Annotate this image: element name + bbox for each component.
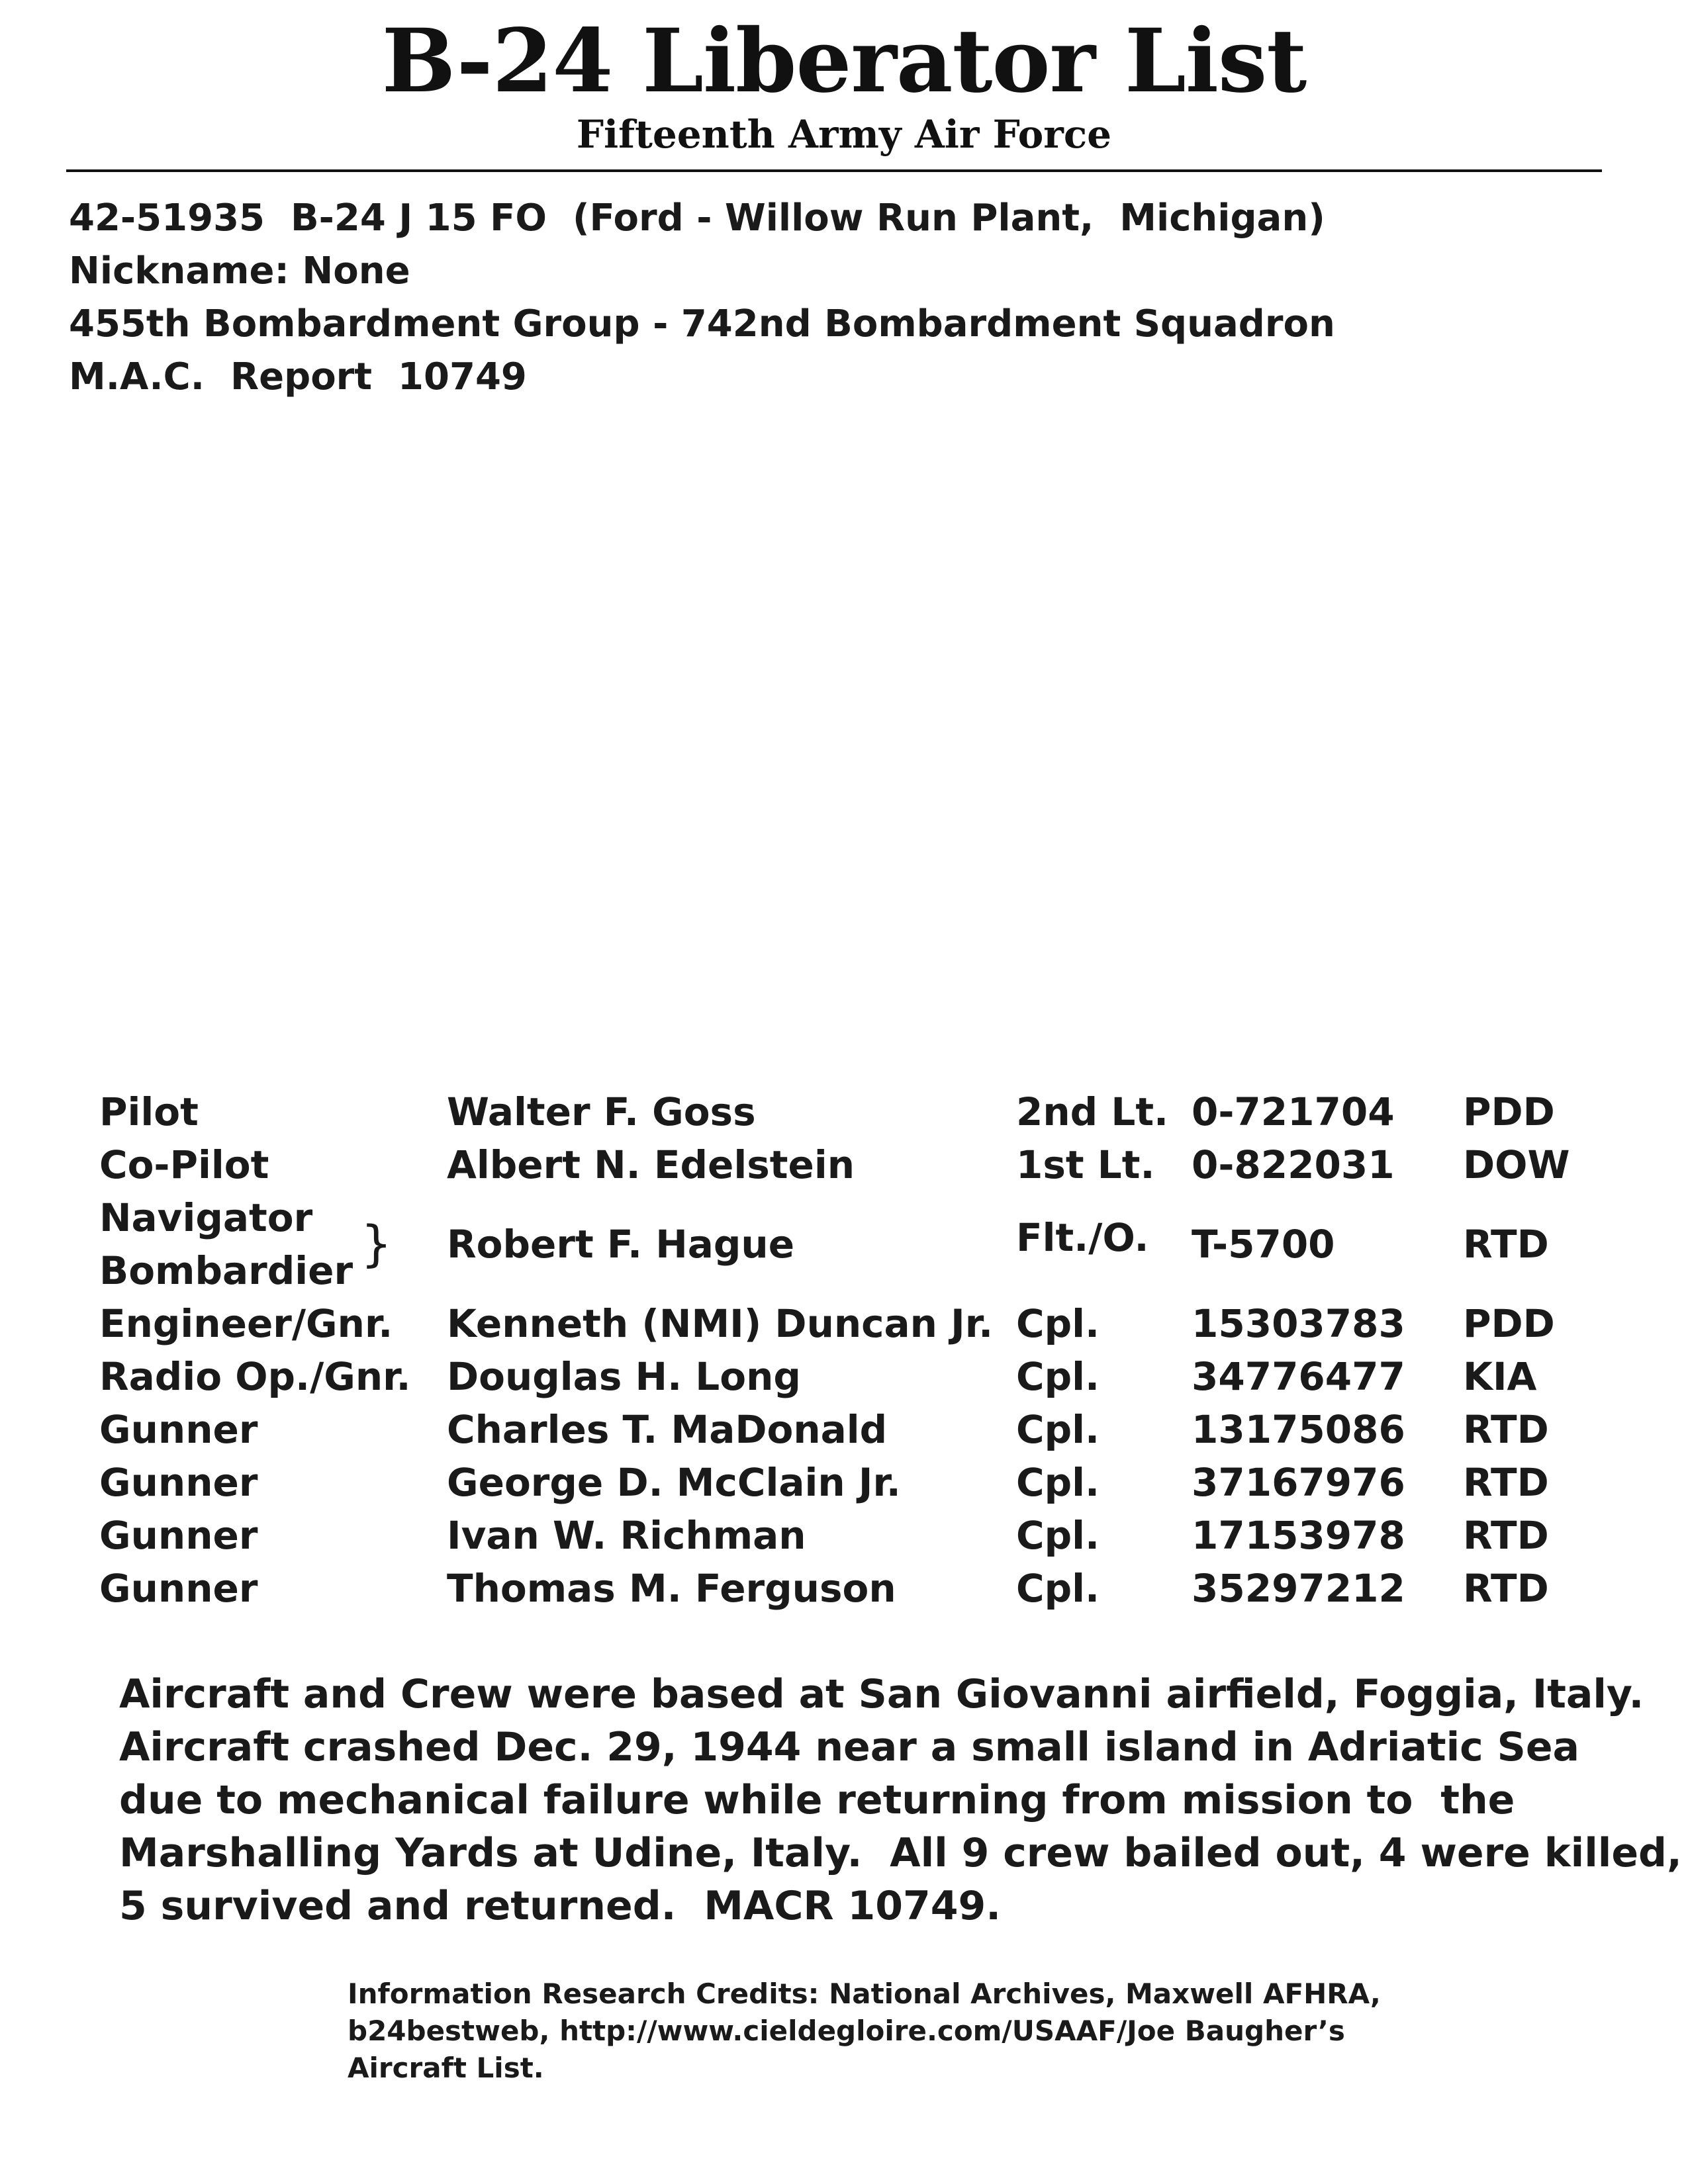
crew-rank: 2nd Lt. [1016, 1089, 1169, 1134]
crew-row [99, 1191, 1589, 1297]
crew-name: Robert F. Hague [447, 1222, 795, 1267]
crew-name: Thomas M. Ferguson [447, 1566, 896, 1611]
crew-role-secondary: Bombardier [99, 1248, 353, 1293]
aircraft-nickname-line: Nickname: None [69, 250, 410, 293]
credits-line: b24bestweb, http://www.cieldegloire.com/USAAF/Joe Baugher’s [348, 2015, 1345, 2047]
crew-row [99, 1562, 1589, 1615]
crew-role: Gunner [99, 1460, 258, 1505]
crew-rank: Cpl. [1016, 1460, 1100, 1505]
crew-serial: 15303783 [1192, 1301, 1405, 1346]
crew-name: Kenneth (NMI) Duncan Jr. [447, 1301, 994, 1346]
brace-icon: } [361, 1216, 393, 1273]
crew-row [99, 1403, 1589, 1456]
crew-role: Engineer/Gnr. [99, 1301, 393, 1346]
narrative-line: Aircraft crashed Dec. 29, 1944 near a small island in Adriatic Sea [119, 1724, 1579, 1770]
crew-status: KIA [1463, 1354, 1537, 1399]
crew-row [99, 1085, 1589, 1138]
crew-name: Charles T. MaDonald [447, 1407, 888, 1452]
crew-serial: 37167976 [1192, 1460, 1405, 1505]
crew-role: Gunner [99, 1407, 258, 1452]
narrative-line: Aircraft and Crew were based at San Giovanni airfield, Foggia, Italy. [119, 1671, 1644, 1717]
crew-serial: 0-822031 [1192, 1142, 1395, 1187]
aircraft-unit-line: 455th Bombardment Group - 742nd Bombardment Squadron [69, 302, 1335, 345]
crew-serial: 35297212 [1192, 1566, 1405, 1611]
crew-rank: 1st Lt. [1016, 1142, 1155, 1187]
crew-row [99, 1509, 1589, 1562]
narrative-paragraph [119, 1668, 1682, 1933]
crew-serial: 34776477 [1192, 1354, 1405, 1399]
credits-line: Aircraft List. [348, 2052, 544, 2084]
crew-row [99, 1297, 1589, 1350]
narrative-line: 5 survived and returned. MACR 10749. [119, 1883, 1002, 1929]
crew-serial: 13175086 [1192, 1407, 1405, 1452]
aircraft-report-line: M.A.C. Report 10749 [69, 355, 527, 398]
crew-status: PDD [1463, 1301, 1555, 1346]
header-divider [66, 169, 1602, 172]
crew-row [99, 1456, 1589, 1509]
crew-role: Gunner [99, 1566, 258, 1611]
crew-status: PDD [1463, 1089, 1555, 1134]
crew-role: Navigator [99, 1195, 313, 1240]
crew-list [99, 1085, 1589, 1615]
crew-status: RTD [1463, 1513, 1549, 1558]
crew-rank: Cpl. [1016, 1354, 1100, 1399]
crew-rank: Cpl. [1016, 1566, 1100, 1611]
crew-name: Walter F. Goss [447, 1089, 756, 1134]
crew-role: Pilot [99, 1089, 199, 1134]
crew-row [99, 1350, 1589, 1403]
crew-serial: T-5700 [1192, 1222, 1335, 1267]
crew-role: Radio Op./Gnr. [99, 1354, 411, 1399]
crew-name: Albert N. Edelstein [447, 1142, 855, 1187]
crew-status: RTD [1463, 1460, 1549, 1505]
crew-status: DOW [1463, 1142, 1570, 1187]
crew-serial: 17153978 [1192, 1513, 1405, 1558]
crew-name: Douglas H. Long [447, 1354, 801, 1399]
crew-rank: Cpl. [1016, 1301, 1100, 1346]
crew-rank: Cpl. [1016, 1513, 1100, 1558]
crew-status: RTD [1463, 1407, 1549, 1452]
narrative-line: Marshalling Yards at Udine, Italy. All 9 crew bailed out, 4 were killed, [119, 1830, 1682, 1876]
aircraft-serial-line: 42-51935 B-24 J 15 FO (Ford - Willow Run Plant, Michigan) [69, 197, 1325, 240]
page-subtitle: Fifteenth Army Air Force [576, 112, 1112, 157]
crew-role: Gunner [99, 1513, 258, 1558]
narrative-line: due to mechanical failure while returning from mission to the [119, 1777, 1515, 1823]
crew-name: George D. McClain Jr. [447, 1460, 901, 1505]
aircraft-info [69, 192, 1335, 404]
credits-line: Information Research Credits: National Archives, Maxwell AFHRA, [348, 1978, 1381, 2010]
crew-status: RTD [1463, 1222, 1549, 1267]
crew-rank: Flt./O. [1016, 1215, 1149, 1260]
crew-status: RTD [1463, 1566, 1549, 1611]
crew-role: Co-Pilot [99, 1142, 269, 1187]
crew-name: Ivan W. Richman [447, 1513, 806, 1558]
research-credits [348, 1976, 1381, 2087]
crew-row [99, 1138, 1589, 1191]
page-title: B-24 Liberator List [381, 10, 1307, 113]
crew-rank: Cpl. [1016, 1407, 1100, 1452]
crew-serial: 0-721704 [1192, 1089, 1395, 1134]
